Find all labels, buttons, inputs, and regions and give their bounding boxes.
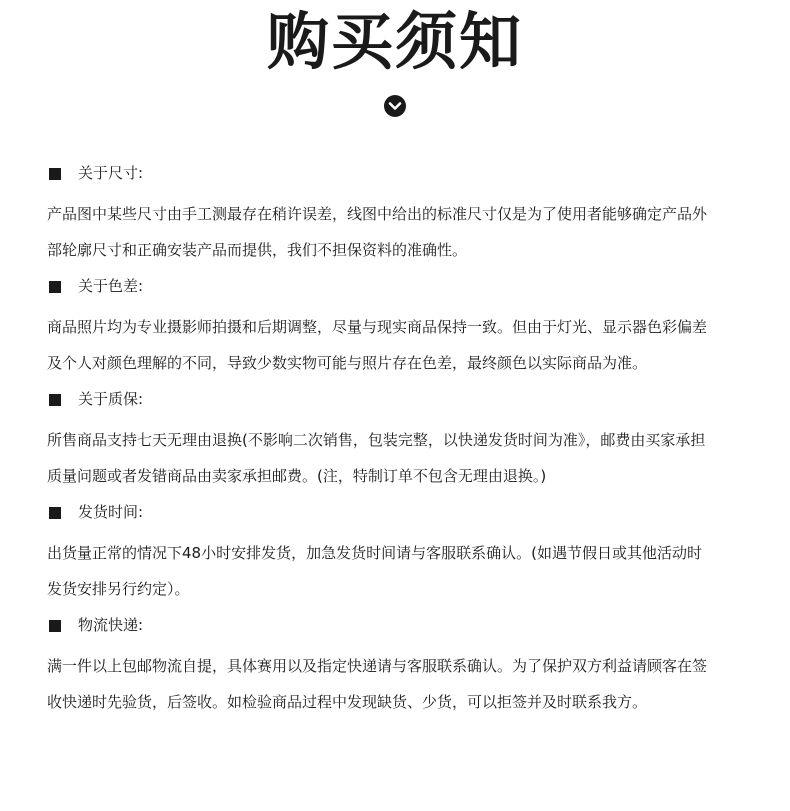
section-heading bbox=[47, 612, 767, 639]
section-heading-text: 物流快递: bbox=[78, 616, 144, 634]
body-line: 质量问题或者发错商品由卖家承担邮费。(注，特制订单不包含无理由退换。) bbox=[47, 467, 547, 485]
body-line: 发货安排另行约定）。 bbox=[47, 580, 190, 598]
body-line: 出货量正常的情况下48小时安排发货，加急发货时间请与客服联系确认。(如遇节假日或其他活动时 bbox=[47, 544, 702, 562]
section-heading bbox=[47, 386, 767, 413]
body-line: 部轮廓尺寸和正确安装产品而提供，我们不担保资料的准确性。 bbox=[47, 241, 468, 259]
page-title: 购买须知 bbox=[266, 5, 523, 78]
square-bullet-icon bbox=[49, 620, 61, 632]
section-heading bbox=[47, 160, 767, 187]
square-bullet-icon bbox=[49, 281, 61, 293]
body-line: 产品图中某些尺寸由手工测最存在稍许误差，线图中给出的标准尺寸仅是为了使用者能够确定产品外 bbox=[47, 205, 708, 223]
section-shipping-time bbox=[47, 499, 767, 607]
body-line: 及个人对颜色理解的不同，导致少数实物可能与照片存在色差，最终颜色以实际商品为准。 bbox=[47, 354, 648, 372]
section-heading-text: 发货时间: bbox=[78, 503, 144, 521]
section-warranty bbox=[47, 386, 767, 494]
section-heading-text: 关于质保: bbox=[78, 390, 144, 408]
square-bullet-icon bbox=[49, 394, 61, 406]
section-body bbox=[47, 309, 767, 381]
section-body bbox=[47, 648, 767, 720]
body-line: 收快递时先验货，后签收。如检验商品过程中发现缺货、少货，可以拒签并及时联系我方。 bbox=[47, 693, 648, 711]
section-heading bbox=[47, 499, 767, 526]
section-body bbox=[47, 422, 767, 494]
chevron-down-circle-icon bbox=[384, 95, 406, 117]
section-body bbox=[47, 196, 767, 268]
body-line: 所售商品支持七天无理由退换(不影响二次销售，包装完整，以快递发货时间为准》，邮费由买家承担 bbox=[47, 431, 706, 449]
section-heading-text: 关于尺寸: bbox=[78, 164, 144, 182]
section-body bbox=[47, 535, 767, 607]
square-bullet-icon bbox=[49, 507, 61, 519]
section-heading-text: 关于色差: bbox=[78, 277, 144, 295]
square-bullet-icon bbox=[49, 168, 61, 180]
body-line: 商品照片均为专业摄影师拍摄和后期调整，尽量与现实商品保持一致。但由于灯光、显示器色彩偏差 bbox=[47, 318, 708, 336]
section-logistics bbox=[47, 612, 767, 720]
body-line: 满一件以上包邮物流自提，具体赛用以及指定快递请与客服联系确认。为了保护双方利益请顾客在签 bbox=[47, 657, 708, 675]
section-color bbox=[47, 273, 767, 381]
section-heading bbox=[47, 273, 767, 300]
section-size bbox=[47, 160, 767, 268]
notice-content bbox=[47, 160, 767, 725]
